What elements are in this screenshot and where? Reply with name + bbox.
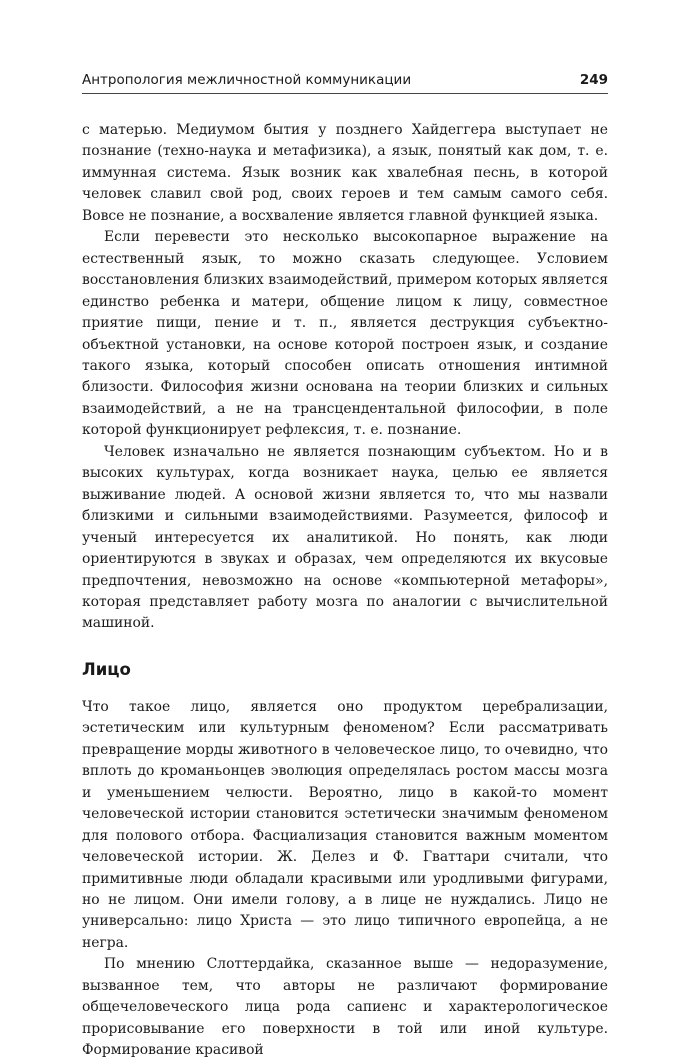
running-header: [82, 71, 608, 94]
paragraph: Что такое лицо, является оно продуктом церебрализации, эстетическим или культурным феноменом? Если рассматривать превращение морды животного в человеческое лицо, то очевидно, что вплоть до кроманьонцев эволюция определялась ростом массы мозга и уменьшением челюсти. Вероятно, лицо в какой-то момент человеческой истории становится эстетически значимым феноменом для полового отбора. Фасциализация становится важным моментом человеческой истории. Ж. Делез и Ф. Гваттари считали, что примитивные люди обладали красивыми или уродливыми фигурами, но не лицом. Они имели голову, а в лице не нуждались. Лицо не универсально: лицо Христа — это лицо типичного европейца, а не негра.: [82, 698, 608, 951]
book-page: [82, 0, 608, 1059]
body-text: [82, 120, 608, 1062]
section-heading: Лицо: [82, 659, 131, 679]
paragraph: Человек изначально не является познающим субъектом. Но и в высоких культурах, когда возникает наука, целью ее является выживание людей. А основой жизни является то, что мы назвали близкими и сильными взаимодействиями. Разумеется, философ и ученый интересуется их аналитикой. Но понять, как люди ориентируются в звуках и образах, чем определяются их вкусовые предпочтения, невозможно на основе «компьютерной метафоры», которая представляет работу мозга по аналогии с вычислительной машиной.: [82, 443, 608, 632]
paragraph: Если перевести это несколько высокопарное выражение на естественный язык, то можно сказать следующее. Условием восстановления близких взаимодействий, примером которых является единство ребенка и матери, общение лицом к лицу, совместное приятие пищи, пение и т. п., является деструкция субъектно-объектной установки, на основе которой построен язык, и создание такого языка, который способен описать отношения интимной близости. Философия жизни основана на теории близких и сильных взаимодействий, а не на трансцендентальной философии, в поле которой функционирует рефлексия, т. е. познание.: [82, 229, 608, 439]
paragraph: По мнению Слоттердайка, сказанное выше — недоразумение, вызванное тем, что авторы не различают формирование общечеловеческого лица рода сапиенс и характерологическое прорисовывание его поверхности в той или иной культуре. Формирование красивой: [82, 956, 608, 1059]
running-title: Антропология межличностной коммуникации: [82, 72, 412, 88]
paragraph: с матерью. Медиумом бытия у позднего Хайдеггера выступает не познание (техно-наука и метафизика), а язык, понятый как дом, т. е. иммунная система. Язык возник как хвалебная песнь, в которой человек славил свой род, своих героев и тем самым самого себя. Вовсе не познание, а восхваление является главной функцией языка.: [82, 122, 608, 224]
page-number: 249: [579, 72, 608, 88]
